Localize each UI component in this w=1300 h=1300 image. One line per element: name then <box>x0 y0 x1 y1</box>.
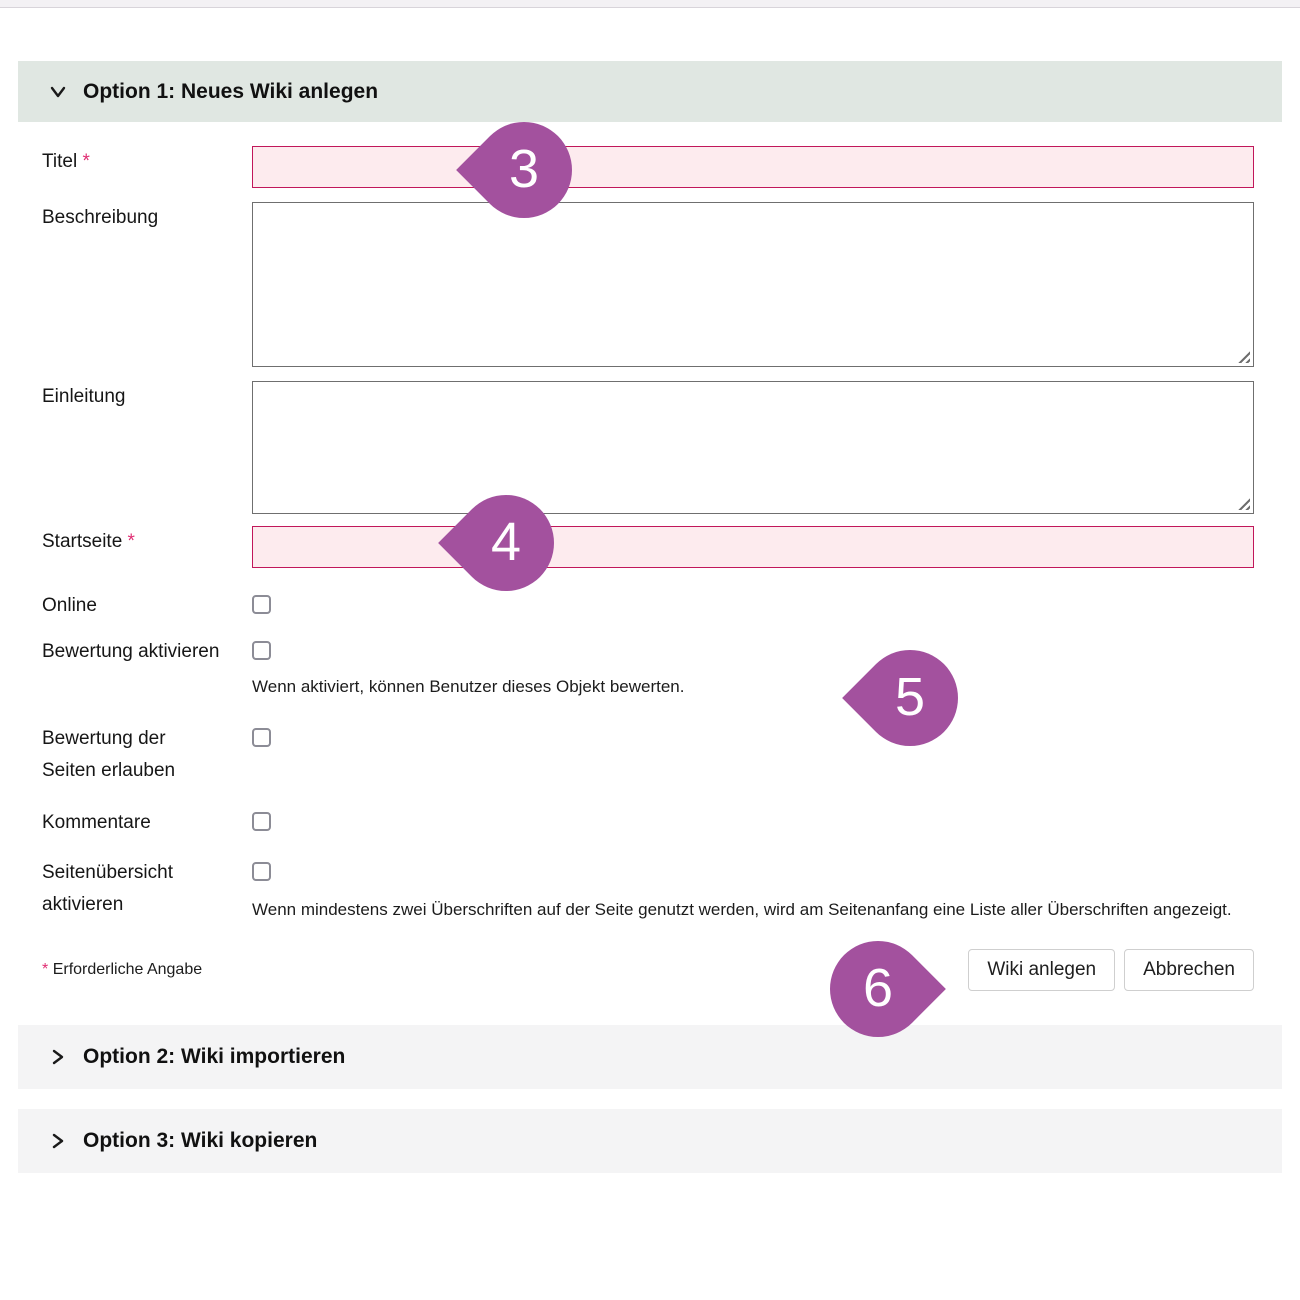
required-asterisk: * <box>127 531 135 552</box>
field-label-bewertung-aktivieren: Bewertung aktivieren <box>42 641 220 662</box>
wiki-create-form <box>18 122 1282 991</box>
annotation-number: 5 <box>894 667 926 727</box>
required-note: * Erforderliche Angabe <box>42 961 203 978</box>
main-content <box>18 61 1282 1173</box>
wiki-anlegen-button[interactable]: Wiki anlegen <box>968 949 1115 991</box>
accordion-header-option3[interactable] <box>18 1109 1282 1173</box>
seitenuebersicht-checkbox[interactable] <box>252 862 271 881</box>
form-row-titel <box>42 146 1254 188</box>
accordion-title-option2: Option 2: Wiki importieren <box>83 1045 346 1068</box>
form-buttons <box>968 949 1254 991</box>
field-label-bewertung-seiten: Bewertung der Seiten erlauben <box>42 728 176 781</box>
field-label-einleitung: Einleitung <box>42 386 126 407</box>
annotation-marker-5 <box>862 650 958 746</box>
abbrechen-button[interactable]: Abbrechen <box>1124 949 1254 991</box>
einleitung-textarea[interactable] <box>252 381 1254 514</box>
top-strip <box>0 0 1300 8</box>
annotation-marker-4 <box>458 495 554 591</box>
form-row-seitenuebersicht <box>42 857 1254 923</box>
form-row-einleitung <box>42 381 1254 514</box>
field-label-online: Online <box>42 595 97 616</box>
field-label-beschreibung: Beschreibung <box>42 207 159 228</box>
startseite-input[interactable] <box>252 526 1254 568</box>
field-label-startseite: Startseite * <box>42 531 135 552</box>
annotation-marker-3 <box>476 122 572 218</box>
accordion-header-option2[interactable] <box>18 1025 1282 1089</box>
accordion-header-option1[interactable] <box>18 61 1282 122</box>
einleitung-textarea-wrap <box>252 381 1254 514</box>
annotation-number: 4 <box>490 512 522 572</box>
required-asterisk: * <box>42 961 49 978</box>
form-row-startseite <box>42 526 1254 568</box>
field-label-titel: Titel * <box>42 151 90 172</box>
form-row-online <box>42 590 1254 622</box>
bewertung-help-text: Wenn aktiviert, können Benutzer dieses Objekt bewerten. <box>252 677 685 696</box>
chevron-right-icon <box>48 1131 68 1151</box>
form-row-beschreibung <box>42 202 1254 367</box>
required-asterisk: * <box>82 151 90 172</box>
bewertung-aktivieren-checkbox[interactable] <box>252 641 271 660</box>
field-label-kommentare: Kommentare <box>42 812 151 833</box>
chevron-right-icon <box>48 1047 68 1067</box>
beschreibung-textarea[interactable] <box>252 202 1254 367</box>
field-label-seitenuebersicht: Seitenübersicht aktivieren <box>42 862 173 915</box>
form-row-kommentare <box>42 807 1254 839</box>
accordion-title-option3: Option 3: Wiki kopieren <box>83 1129 318 1152</box>
kommentare-checkbox[interactable] <box>252 812 271 831</box>
online-checkbox[interactable] <box>252 595 271 614</box>
form-row-bewertung-aktivieren <box>42 636 1254 699</box>
form-row-bewertung-seiten <box>42 723 1254 787</box>
seitenuebersicht-help-text: Wenn mindestens zwei Überschriften auf der Seite genutzt werden, wird am Seitenanfang eine Liste aller Überschriften angezeigt. <box>252 900 1232 919</box>
annotation-number: 6 <box>862 958 894 1018</box>
form-footer <box>42 949 1254 991</box>
chevron-down-icon <box>48 82 68 102</box>
bewertung-seiten-checkbox[interactable] <box>252 728 271 747</box>
beschreibung-textarea-wrap <box>252 202 1254 367</box>
accordion-title-option1: Option 1: Neues Wiki anlegen <box>83 79 379 103</box>
titel-input[interactable] <box>252 146 1254 188</box>
annotation-number: 3 <box>508 139 540 199</box>
annotation-marker-6 <box>830 941 926 1037</box>
